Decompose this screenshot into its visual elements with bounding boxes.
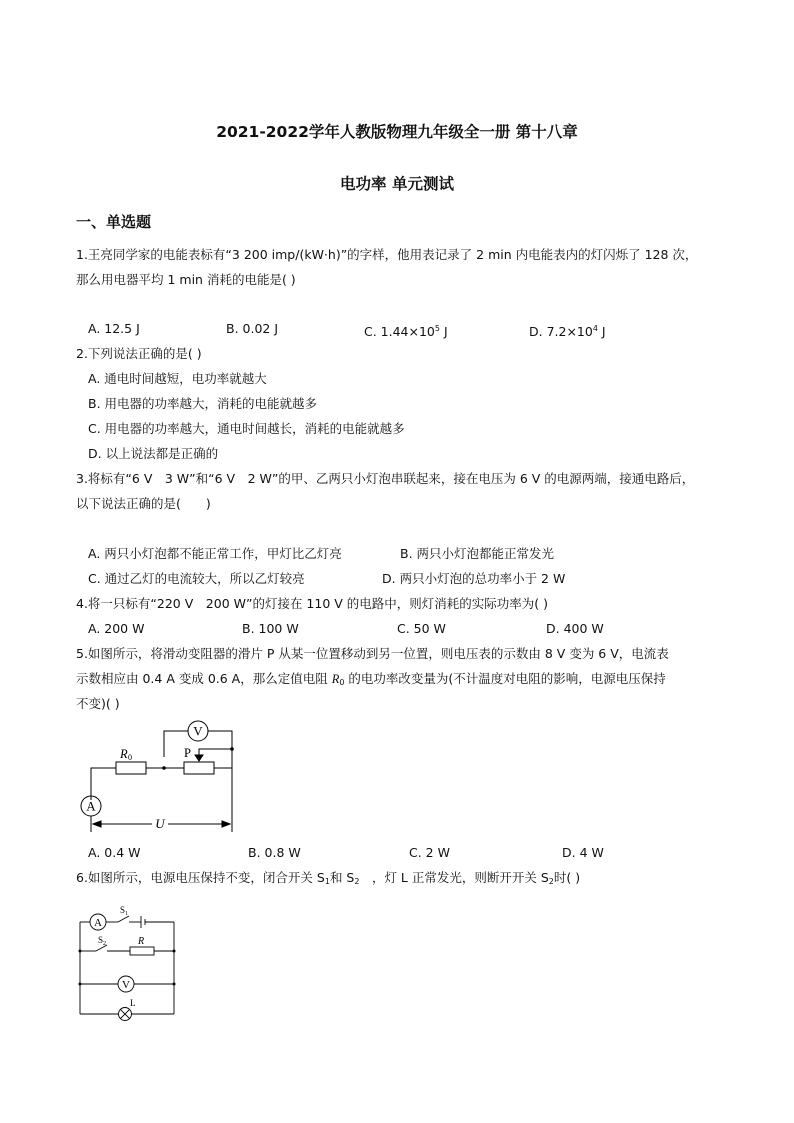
q3-option-b: B. 两只小灯泡都能正常发光	[400, 546, 555, 561]
q5-voltage-label: U	[155, 816, 165, 831]
q5-resistor-label: R	[120, 747, 128, 761]
section-heading: 一、单选题	[76, 213, 152, 231]
q4-option-b: B. 100 W	[242, 621, 299, 636]
q6-switch1-label: S	[120, 905, 126, 915]
q5-voltmeter-label: V	[193, 723, 203, 739]
page-subtitle: 电功率 单元测试	[340, 175, 454, 193]
q2-stem: 2.下列说法正确的是( )	[76, 346, 202, 361]
q6-stem: 6.如图所示，电源电压保持不变，闭合开关 $S_1$和 $S_2$ ，灯 L 正常发光，则断开开关 $S_2$时( )	[76, 870, 581, 886]
q5-option-a: A. 0.4 W	[88, 845, 141, 860]
q2-option-b: B. 用电器的功率越大，消耗的电能就越多	[88, 396, 318, 411]
q2-option-a: A. 通电时间越短，电功率就越大	[88, 371, 267, 386]
q5-stem-line1: 5.如图所示，将滑动变阻器的滑片 P 从某一位置移动到另一位置，则电压表的示数由 8 V 变为 6 V，电流表	[76, 646, 669, 661]
q1-stem-line1: 1.王亮同学家的电能表标有“3 200 imp/(kW·h)”的字样，他用表记录了 2 min 内电能表内的灯闪烁了 128 次，	[76, 247, 698, 262]
q6-voltmeter-label: V	[122, 979, 130, 991]
q3-option-a: A. 两只小灯泡都不能正常工作，甲灯比乙灯亮	[88, 546, 342, 561]
q3-stem-line2: 以下说法正确的是( )	[76, 496, 211, 511]
q6-switch1-sub: 1	[125, 911, 128, 917]
q4-option-a: A. 200 W	[88, 621, 145, 636]
q1-option-d: D. $7.2\times 10^4$ J	[529, 324, 606, 339]
q5-circuit-diagram	[70, 712, 250, 840]
q6-switch2-sub: 2	[103, 941, 106, 947]
q6-lamp-label: L	[130, 998, 136, 1008]
q6-ammeter-label: A	[94, 917, 102, 929]
q3-stem-line1: 3.将标有“6 V 3 W”和“6 V 2 W”的甲、乙两只小灯泡串联起来，接在电压为 6 V 的电源两端，接通电路后，	[76, 471, 695, 486]
q3-option-d: D. 两只小灯泡的总功率小于 2 W	[382, 571, 566, 586]
q1-option-a: A. 12.5 J	[88, 321, 140, 336]
q5-resistor-sub: 0	[128, 753, 132, 762]
q4-option-c: C. 50 W	[397, 621, 446, 636]
q5-ammeter-label: A	[86, 798, 96, 814]
q5-stem-line2: 示数相应由 0.4 A 变成 0.6 A，那么定值电阻 $R_0$ 的电功率改变量为(不计温度对电阻的影响，电源电压保持	[76, 671, 666, 687]
q1-option-b: B. 0.02 J	[226, 321, 279, 336]
q6-switch2-label: S	[98, 935, 104, 945]
q4-stem: 4.将一只标有“220 V 200 W”的灯接在 110 V 的电路中，则灯消耗的实际功率为( )	[76, 596, 549, 611]
q5-option-d: D. 4 W	[562, 845, 604, 860]
q6-circuit-diagram	[74, 900, 178, 1024]
q6-resistor-label: R	[138, 936, 145, 947]
q3-option-c: C. 通过乙灯的电流较大，所以乙灯较亮	[88, 571, 305, 586]
q5-option-c: C. 2 W	[409, 845, 450, 860]
q1-stem-line2: 那么用电器平均 1 min 消耗的电能是( )	[76, 272, 296, 287]
page-title: 2021-2022学年人教版物理九年级全一册 第十八章	[216, 123, 578, 141]
q1-option-c: C. $1.44\times 10^5$ J	[364, 324, 448, 339]
q2-option-d: D. 以上说法都是正确的	[88, 446, 219, 461]
q5-stem-line3: 不变)( )	[76, 696, 120, 711]
q5-slider-label: P	[184, 746, 191, 760]
q5-option-b: B. 0.8 W	[248, 845, 301, 860]
q4-option-d: D. 400 W	[546, 621, 604, 636]
q2-option-c: C. 用电器的功率越大，通电时间越长，消耗的电能就越多	[88, 421, 405, 436]
